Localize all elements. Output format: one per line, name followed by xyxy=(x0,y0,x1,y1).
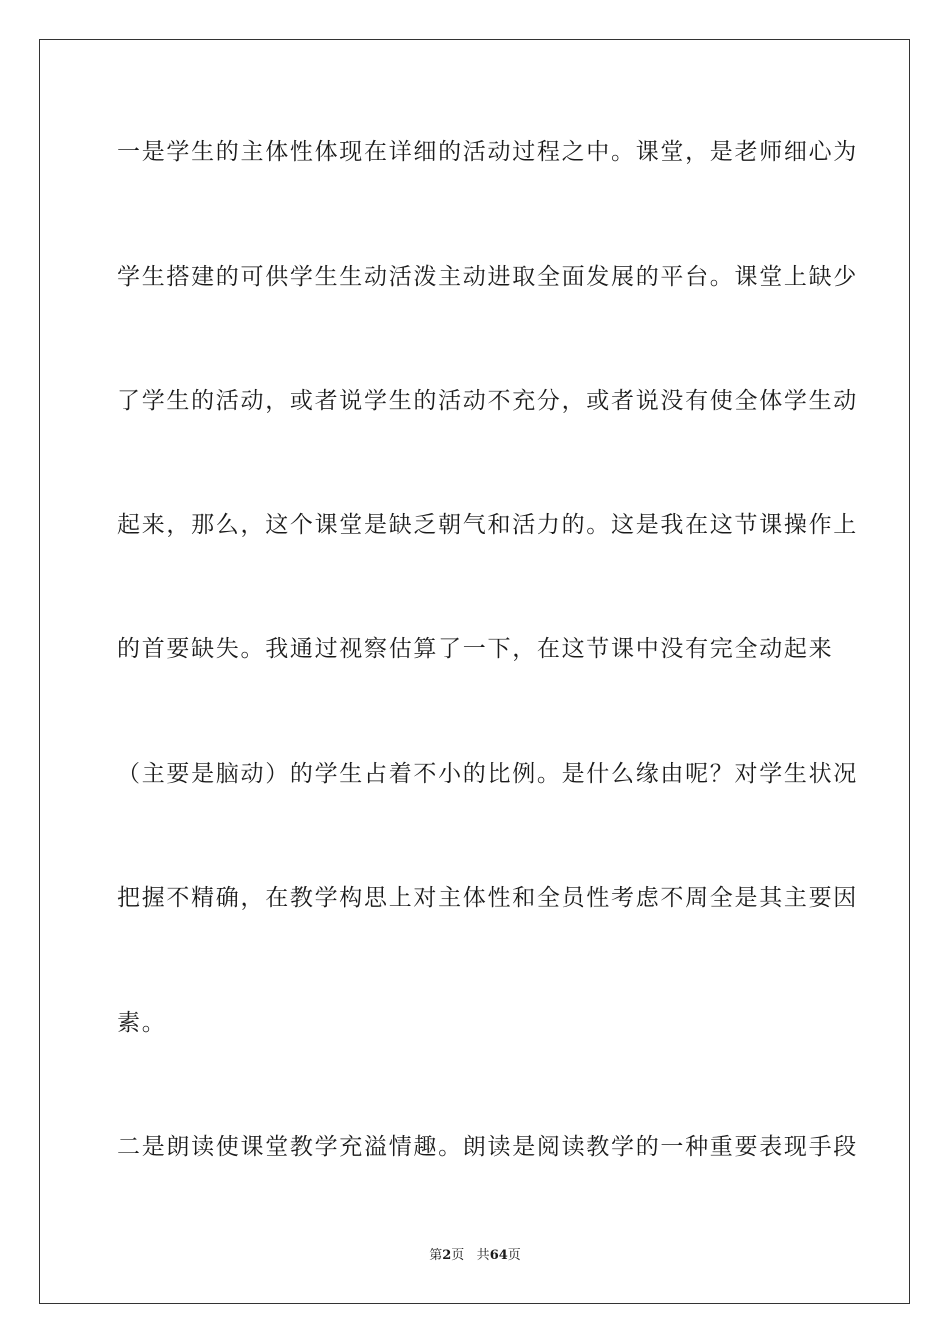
paragraph-line: 把握不精确，在教学构思上对主体性和全员性考虑不周全是其主要因 xyxy=(117,885,858,911)
total-prefix: 共 xyxy=(476,1248,490,1263)
total-suffix: 页 xyxy=(507,1248,521,1263)
page-footer xyxy=(0,1247,950,1265)
page-number: 2 xyxy=(442,1248,452,1263)
page-border xyxy=(39,39,910,1304)
paragraph-line: （主要是脑动）的学生占着不小的比例。是什么缘由呢？对学生状况 xyxy=(117,761,858,787)
paragraph-line: 二是朗读使课堂教学充溢情趣。朗读是阅读教学的一种重要表现手段 xyxy=(117,1134,858,1160)
paragraph-line: 起来，那么，这个课堂是缺乏朝气和活力的。这是我在这节课操作上 xyxy=(117,512,858,538)
paragraph-line: 学生搭建的可供学生生动活泼主动进取全面发展的平台。课堂上缺少 xyxy=(117,264,858,290)
paragraph-line: 素。 xyxy=(117,1010,167,1036)
paragraph-line: 一是学生的主体性体现在详细的活动过程之中。课堂，是老师细心为 xyxy=(117,139,858,165)
page-prefix: 第 xyxy=(429,1248,443,1263)
paragraph-line: 的首要缺失。我通过视察估算了一下，在这节课中没有完全动起来 xyxy=(117,636,834,662)
paragraph-line: 了学生的活动，或者说学生的活动不充分，或者说没有使全体学生动 xyxy=(117,388,858,414)
total-pages: 64 xyxy=(489,1248,508,1263)
page-suffix: 页 xyxy=(451,1248,465,1263)
